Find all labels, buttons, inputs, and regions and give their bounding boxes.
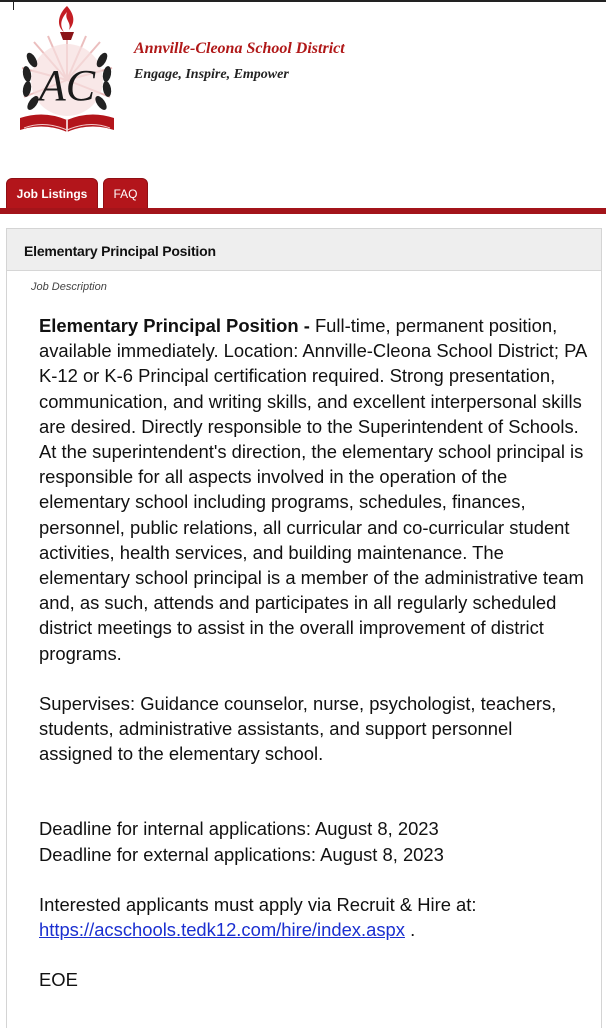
apply-text: Interested applicants must apply via Recruit & Hire at: (39, 893, 477, 915)
tab-underline (0, 208, 606, 214)
apply-paragraph (39, 892, 587, 942)
supervises-paragraph: Supervises: Guidance counselor, nurse, psychologist, teachers, students, administrative assistants, and support personnel assigned to the elementary school. (39, 692, 557, 765)
deadline-external: Deadline for external applications: August 8, 2023 (39, 843, 444, 865)
job-description (39, 313, 587, 992)
description-text: Full-time, permanent position, available immediately. Location: Annville-Cleona School District; PA K-12 or K-6 Principal certification required. Strong presentation, communication, and writing skills, and excellent interpersonal skills are desired. Directly responsible to the Superintendent of Schools. At the superintendent's direction, the elementary school principal is responsible for all aspects involved in the operation of the elementary school including programs, schedules, finances, personnel, public relations, all curricular and co-curricular student activities, health services, and building maintenance. The elementary school principal is a member of the administrative team and, as such, attends and participates in all regularly scheduled district meetings to assist in the overall improvement of district programs. (39, 315, 587, 664)
description-paragraph (39, 313, 587, 666)
tab-job-listings[interactable]: Job Listings (6, 178, 98, 210)
eoe-statement: EOE (39, 969, 78, 991)
deadline-internal: Deadline for internal applications: August 8, 2023 (39, 818, 439, 840)
job-posting-panel (6, 228, 602, 1028)
district-name: Annville-Cleona School District (134, 40, 345, 57)
svg-text:AC: AC (38, 61, 96, 110)
page-title: Elementary Principal Position (24, 243, 216, 259)
description-lead: Elementary Principal Position - (39, 315, 310, 336)
section-label: Job Description (31, 281, 107, 293)
apply-suffix: . (404, 919, 416, 941)
district-tagline: Engage, Inspire, Empower (134, 67, 289, 82)
apply-link[interactable]: https://acschools.tedk12.com/hire/index.aspx (39, 919, 405, 941)
panel-header (7, 229, 601, 271)
site-header (0, 0, 606, 150)
tab-faq[interactable]: FAQ (103, 178, 148, 210)
district-crest-icon (14, 2, 120, 144)
